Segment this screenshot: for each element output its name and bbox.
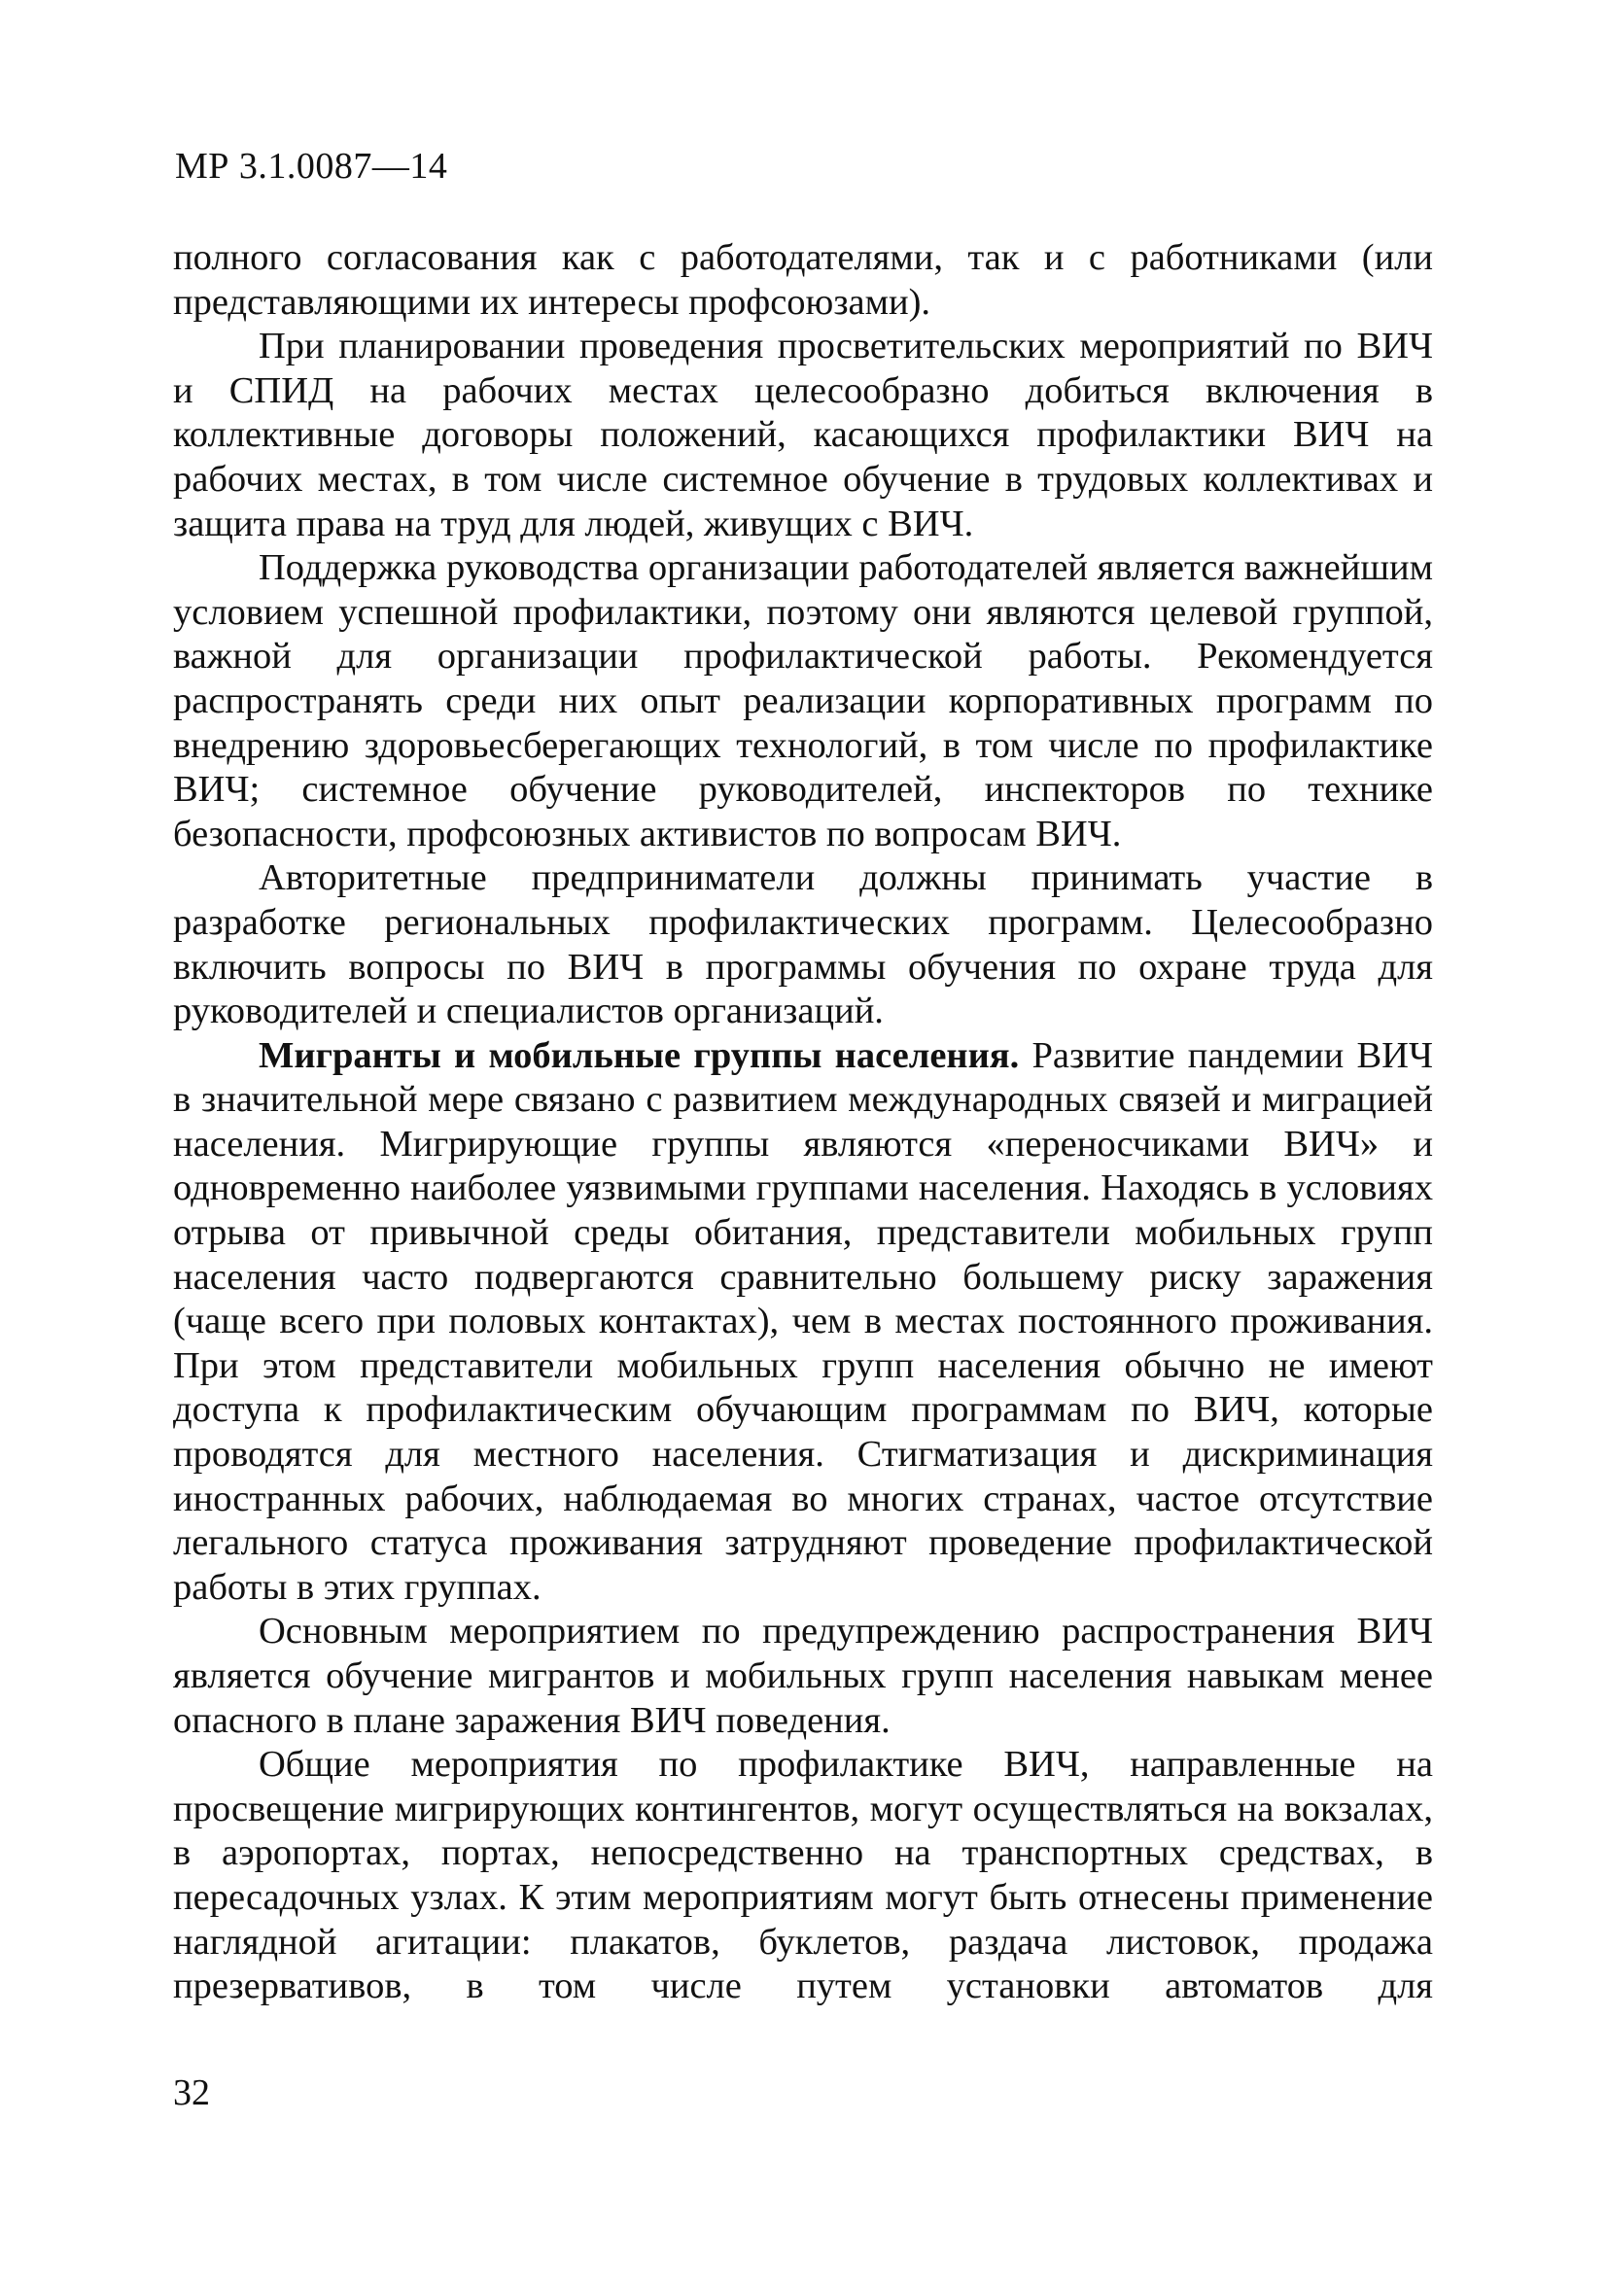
paragraph-general-measures: Общие мероприятия по профилактике ВИЧ, направленные на просвещение мигрирующих контингентов, могут осуществляться на вокзалах, в аэропортах, портах, непосредственно на транспортных средствах, в пересадочных узлах. К этим мероприятиям могут быть отнесены применение наглядной агитации: плакатов, буклетов, раздача листовок, продажа презервативов, в том числе путем установки автоматов для <box>173 1744 1433 2007</box>
section-lead-migrants: Мигранты и мобильные группы населения. <box>259 1034 1020 1076</box>
document-body <box>173 236 1433 2009</box>
paragraph-entrepreneurs: Авторитетные предприниматели должны принимать участие в разработке региональных профилактических программ. Целесообразно включить вопросы по ВИЧ в программы обучения по охране труда для руководителей и специалистов организаций. <box>173 857 1433 1032</box>
paragraph-continuation: полного согласования как с работодателями, так и с работниками (или представляющими их интересы профсоюзами). <box>173 237 1433 323</box>
paragraph-employer-support: Поддержка руководства организации работодателей является важнейшим условием успешной профилактики, поэтому они являются целевой группой, важной для организации профилактической работы. Рекомендуется распространять среди них опыт реализации корпоративных программ по внедрению здоровьесберегающих технологий, в том числе по профилактике ВИЧ; системное обучение руководителей, инспекторов по технике безопасности, профсоюзных активистов по вопросам ВИЧ. <box>173 547 1433 854</box>
paragraph-main-measure: Основным мероприятием по предупреждению распространения ВИЧ является обучение мигрантов и мобильных групп населения навыкам менее опасного в плане заражения ВИЧ поведения. <box>173 1611 1433 1741</box>
page-number: 32 <box>173 2072 210 2113</box>
paragraph-migrants <box>173 1034 1433 1611</box>
paragraph-hiv-workplace-planning: При планировании проведения просветительских мероприятий по ВИЧ и СПИД на рабочих местах целесообразно добиться включения в коллективные договоры положений, касающихся профилактики ВИЧ на рабочих местах, в том числе системное обучение в трудовых коллективах и защита права на труд для людей, живущих с ВИЧ. <box>173 326 1433 544</box>
paragraph-migrants-text: Развитие пандемии ВИЧ в значительной мере связано с развитием международных связей и миграцией населения. Мигрирующие группы являются «переносчиками ВИЧ» и одновременно наиболее уязвимыми группами населения. Находясь в условиях отрыва от привычной среды обитания, представители мобильных групп населения часто подвергаются сравнительно большему риску заражения (чаще всего при половых контактах), чем в местах постоянного проживания. При этом представители мобильных групп населения обычно не имеют доступа к профилактическим обучающим программам по ВИЧ, которые проводятся для местного населения. Стигматизация и дискриминация иностранных рабочих, наблюдаемая во многих странах, частое отсутствие легального статуса проживания затрудняют проведение профилактической работы в этих группах. <box>173 1034 1433 1608</box>
document-code-header: МР 3.1.0087—14 <box>175 146 448 187</box>
